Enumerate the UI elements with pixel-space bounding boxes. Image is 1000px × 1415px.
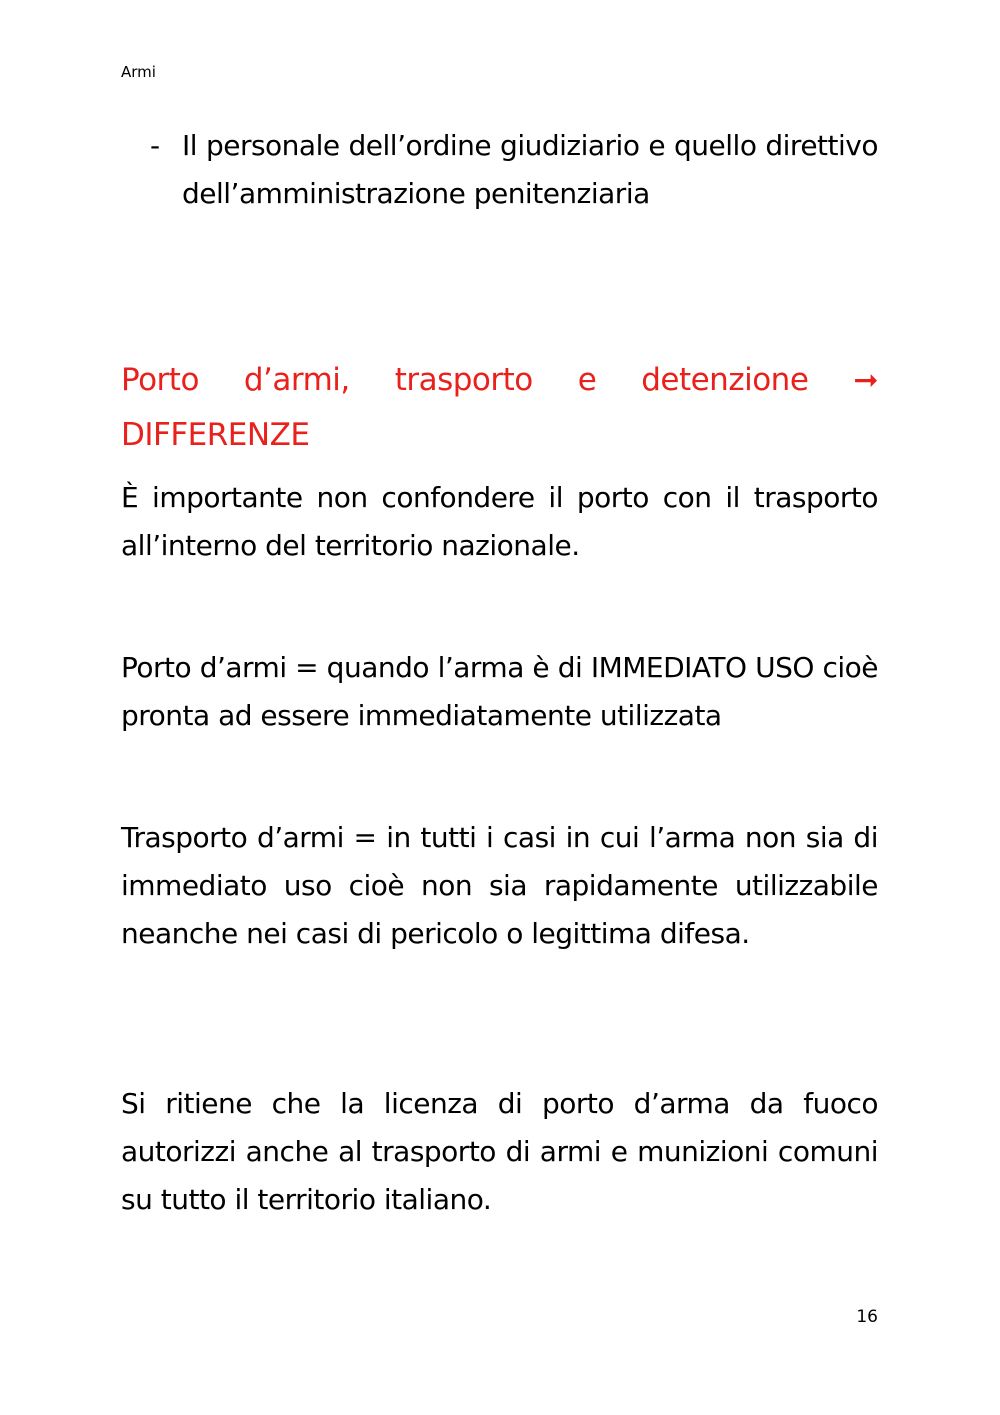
paragraph-trasporto-definition: Trasporto d’armi = in tutti i casi in cui l’arma non sia di immediato uso cioè non sia rapidamente utilizzabile neanche nei casi di pericolo o legittima difesa. [121,821,878,950]
section-heading-tail: DIFFERENZE [121,417,310,453]
paragraph-porto-definition: Porto d’armi = quando l’arma è di IMMEDIATO USO cioè pronta ad essere immediatamente utilizzata [121,651,878,732]
section-heading [121,353,878,462]
bullet-text: Il personale dell’ordine giudiziario e quello direttivo dell’amministrazione penitenziaria [182,129,878,210]
section-heading-text: Porto d’armi, trasporto e detenzione [121,362,854,398]
page-number: 16 [856,1307,878,1327]
paragraph-licenza: Si ritiene che la licenza di porto d’arma da fuoco autorizzi anche al trasporto di armi e munizioni comuni su tutto il territorio italiano. [121,1087,878,1216]
right-arrow-icon: ➞ [853,363,878,398]
running-header: Armi [121,63,156,81]
paragraph-intro: È importante non confondere il porto con il trasporto all’interno del territorio nazionale. [121,481,878,562]
bullet-dash: - [150,129,160,162]
bullet-item [150,122,878,218]
